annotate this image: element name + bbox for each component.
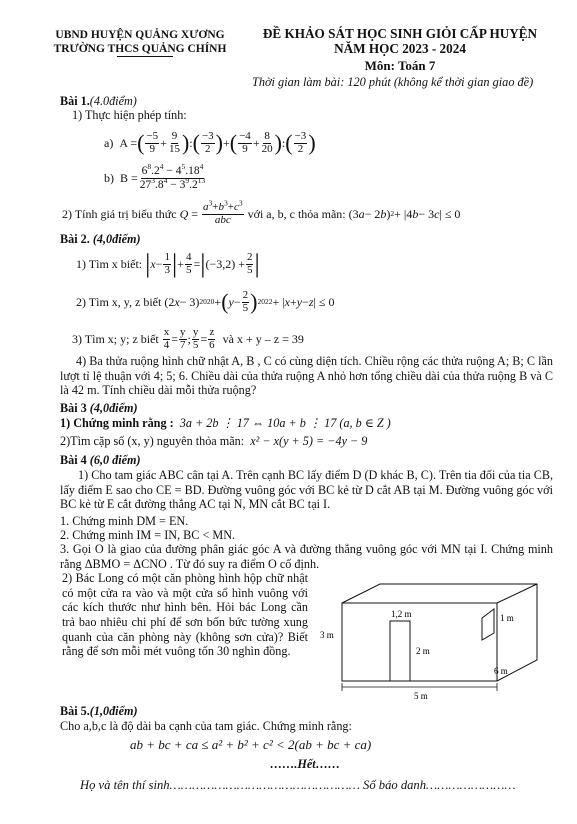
fig-door-height-label: 2 m bbox=[416, 646, 430, 656]
end-mark: …….Hết…… bbox=[270, 757, 341, 771]
bai4-s2: 2. Chứng minh IM = IN, BC < MN. bbox=[60, 528, 236, 542]
bai1-expr-b: b) B = $\frac{6^8.2^4 - 4^5.18^4}{27^3.8^4 - 3^9.2^{13}}$ bbox=[104, 162, 206, 191]
bai2-q4: 4) Ba thửa ruộng hình chữ nhật A, B , C có cùng diện tích. Chiều rộng các thửa ruộng A; B; C lần lượt tỉ lệ thuận với 4; 5; 6. Chiều dài của thửa ruộng A nhỏ hơn tổng chiều dài của thửa ruộng B và C là 42 m. Tính chiều dài mỗi thửa ruộng? bbox=[60, 354, 553, 398]
school-district: UBND HUYỆN QUẢNG XƯƠNG bbox=[55, 29, 225, 41]
bai1-heading: Bài 1.(4.0điểm) bbox=[60, 94, 137, 108]
room-window bbox=[482, 609, 494, 640]
exam-title: ĐỀ KHẢO SÁT HỌC SINH GIỎI CẤP HUYỆN bbox=[262, 26, 538, 41]
room-figure bbox=[318, 582, 564, 702]
fig-length-label: 5 m bbox=[414, 691, 428, 701]
exam-time: Thời gian làm bài: 120 phút (không kể thời gian giao đề) bbox=[252, 75, 534, 89]
room-front-wall bbox=[342, 603, 497, 681]
fig-depth-label: 6 m bbox=[494, 666, 508, 676]
room-door bbox=[390, 621, 410, 681]
bai2-q1: 1) Tìm x biết: | x − $\frac{1}{3}$ | + $\frac{4}{5}$ = | (−3,2) + $\frac{2}{5}$ | bbox=[76, 249, 260, 278]
bai4-s1: 1. Chứng minh DM = EN. bbox=[60, 514, 189, 528]
bai1-item2: 2) Tính giá trị biểu thức Q = $\frac{a^3+b^3+c^3}{\text{abc}}$ với a, b, c thỏa mãn: (3 a − 2 b ) 2 + |4 b − 3 c | ≤ 0 bbox=[62, 198, 461, 226]
school-underline bbox=[117, 56, 173, 57]
bai5-text: Cho a,b,c là độ dài ba cạnh của tam giác. Chứng minh rằng: bbox=[60, 719, 352, 733]
bai3-heading: Bài 3 (4,0điểm) bbox=[60, 401, 138, 415]
bai1-item1: 1) Thực hiện phép tính: bbox=[72, 108, 187, 122]
bai2-q2: 2) Tìm x, y, z biết (2 x − 3) 2020 + ( y − $\frac{2}{5}$ ) 2022 + | x + y − z | ≤ 0 bbox=[76, 288, 335, 314]
fig-height-label: 3 m bbox=[320, 630, 334, 640]
bai4-p2: 2) Bác Long có một căn phòng hình hộp chữ nhật có một cửa ra vào và một cửa sổ hình vuông với các kích thước như hình bên. Hỏi bác Long cần trả bao nhiêu chi phí để sơn bốn bức tường xung quanh của căn phòng này (không sơn cửa)? Biết rằng để sơn mỗi mét vuông tốn 30 nghìn đồng. bbox=[62, 571, 308, 659]
subject: Môn: Toán 7 bbox=[364, 58, 436, 73]
bai4-s3: 3. Gọi O là giao của đường phân giác góc A và đường thẳng vuông góc với MN tại I. Chứng minh rằng ΔBMO = ΔCNO . Từ đó suy ra điểm O cố định. bbox=[60, 542, 553, 571]
candidate-info: Họ và tên thí sinh…………………………………………… Số báo danh…………………… bbox=[80, 778, 516, 792]
fig-door-width-label: 1,2 m bbox=[391, 609, 412, 619]
bai2-heading: Bài 2. (4,0điểm) bbox=[60, 232, 141, 246]
bai3-q2: 2)Tìm cặp số (x, y) nguyên thỏa mãn: x² − x(y + 5) = −4y − 9 bbox=[60, 434, 368, 448]
school-year: NĂM HỌC 2023 - 2024 bbox=[334, 41, 466, 56]
bai5-heading: Bài 5.(1,0điểm) bbox=[60, 704, 138, 718]
bai4-p1: 1) Cho tam giác ABC cân tại A. Trên cạnh BC lấy điểm D (D khác B, C). Trên tia đối của tia CB, lấy điểm E sao cho CE = BD. Đường vuông góc với BC kẻ từ D cắt AB tại M. Đường vuông góc với BC kẻ từ E cắt đường thẳng AC tại N, MN cắt BC tại I. bbox=[60, 468, 553, 512]
bai1-expr-a: a) A = ( $\frac{-5}{9}$ + $\frac{9}{15}$ ) : ( $\frac{-3}{2}$ ) + ( $\frac{-4}{9}$ + $\frac{8}{20}$ ) : ( $\frac{-3}{2}$ ) bbox=[104, 129, 316, 155]
bai2-q3: 3) Tìm x; y; z biết $\frac{x}{4}$ = $\frac{y}{7}$ ; $\frac{y}{5}$ = $\frac{z}{6}$ và x + y – z = 39 bbox=[72, 325, 304, 351]
bai5-expr: ab + bc + ca ≤ a² + b² + c² < 2(ab + bc + ca) bbox=[130, 737, 372, 752]
school-name: TRƯỜNG THCS QUẢNG CHÍNH bbox=[53, 43, 227, 55]
fig-window-label: 1 m bbox=[500, 613, 514, 623]
bai4-heading: Bài 4 (6,0 điểm) bbox=[60, 453, 141, 467]
bai3-q1: 1) Chứng minh rằng : 3a + 2b ⋮ 17 ⇔ 10a + b ⋮ 17 (a, b ∈ Z ) bbox=[60, 416, 391, 430]
